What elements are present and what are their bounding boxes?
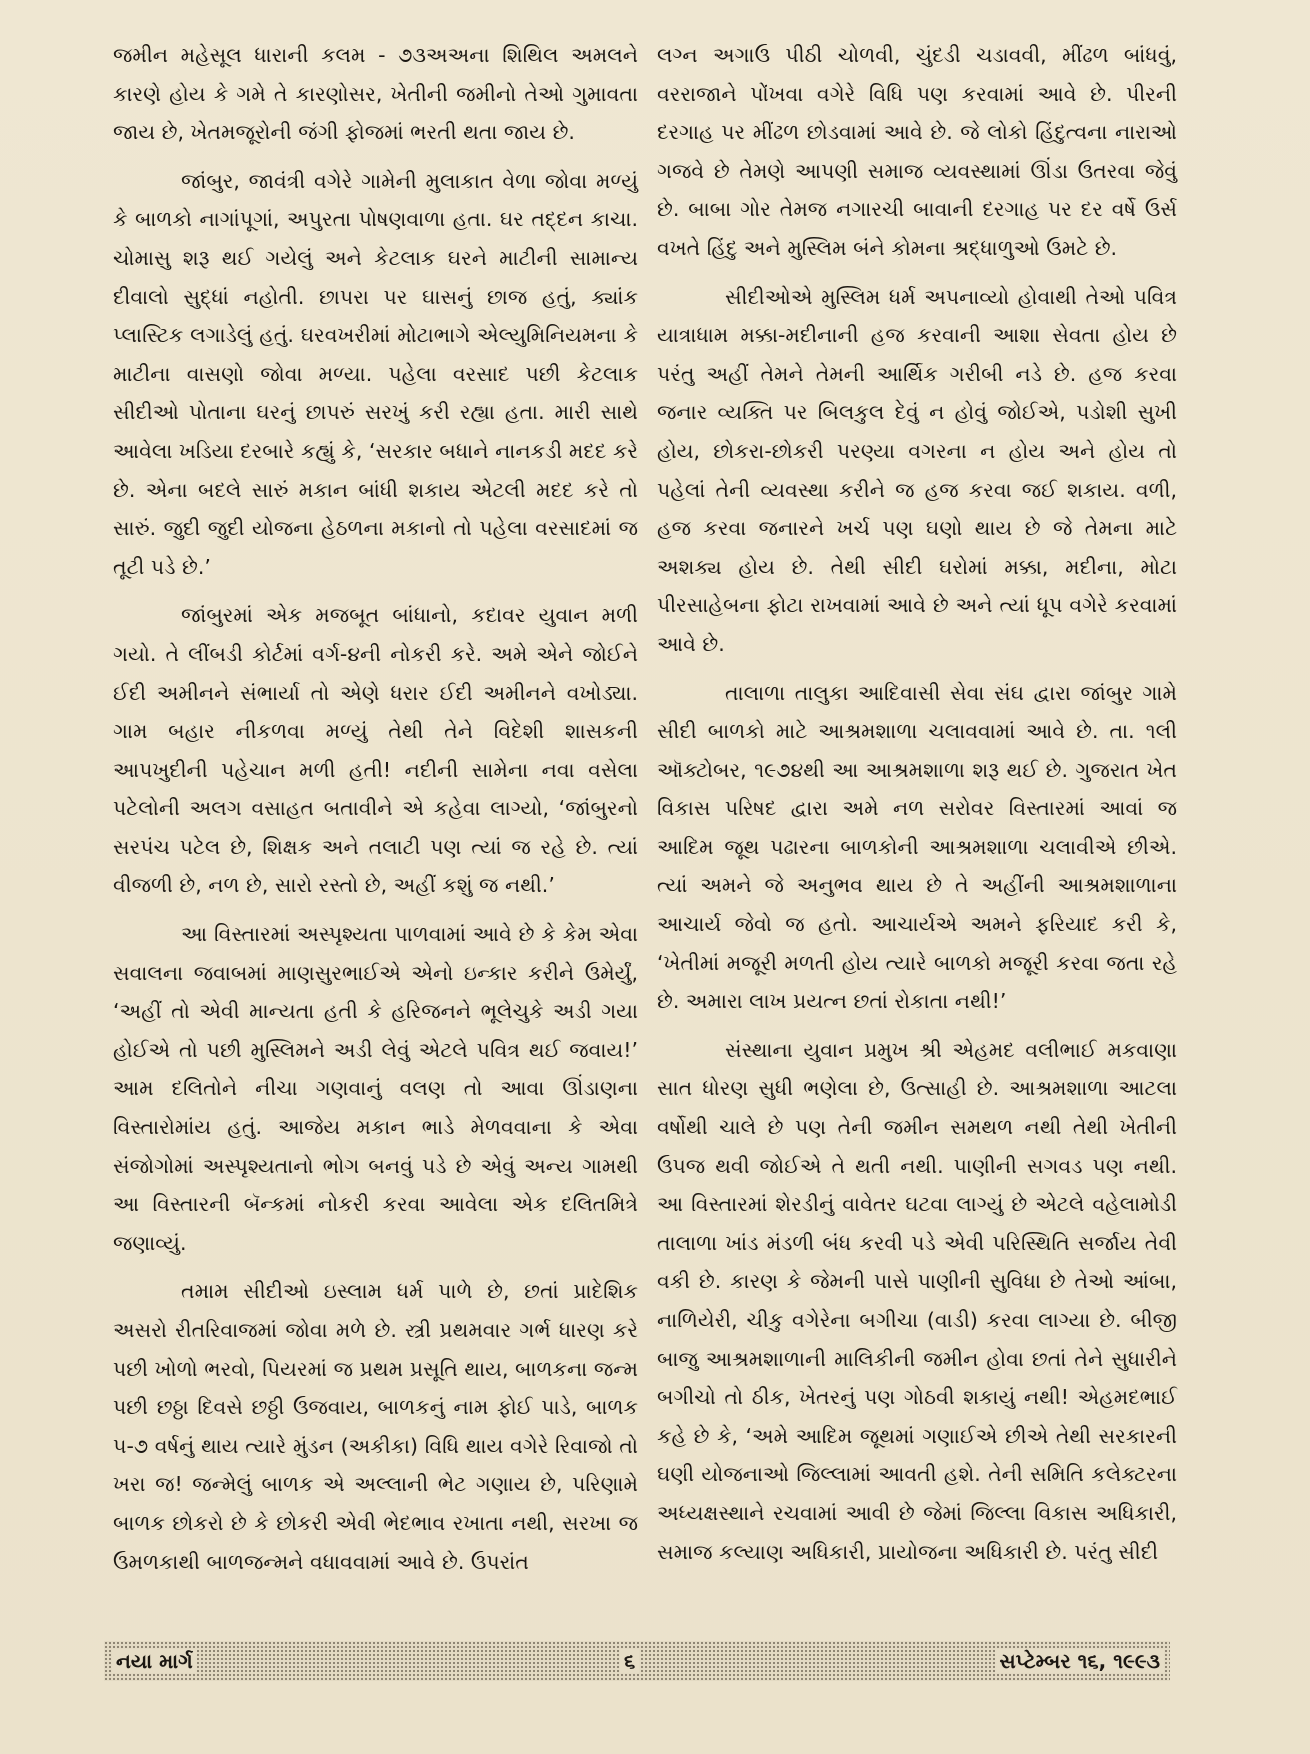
- paragraph: સીદીઓએ મુસ્લિમ ધર્મ અપનાવ્યો હોવાથી તેઓ પવિત્ર યાત્રાધામ મક્કા-મદીનાની હજ કરવાની આશા સેવતા હોય છે પરંતુ અહીં તેમને તેમની આર્થિક ગરીબી નડે છે. હજ કરવા જનાર વ્યક્તિ પર બિલકુલ દેવું ન હોવું જોઈએ, પડોશી સુખી હોય, છોકરા-છોકરી પરણ્યા વગરના ન હોય અને હોય તો પહેલાં તેની વ્યવસ્થા કરીને જ હજ કરવા જઈ શકાય. વળી, હજ કરવા જનારને ખર્ચ પણ ઘણો થાય છે જે તેમના માટે અશક્ય હોય છે. તેથી સીદી ઘરોમાં મક્કા, મદીના, મોટા પીરસાહેબના ફોટા રાખવામાં આવે છે અને ત્યાં ધૂપ વગેરે કરવામાં આવે છે.: [657, 284, 1177, 656]
- magazine-name: નયા માર્ગ: [112, 1649, 197, 1673]
- page-footer: [104, 1641, 1170, 1681]
- left-column: [113, 36, 638, 1591]
- page-number: ૬: [620, 1649, 639, 1673]
- paragraph: જાંબુર, જાવંત્રી વગેરે ગામેની મુલાકાત વેળા જોવા મળ્યું કે બાળકો નાગાંપૂગાં, અપુરતા પોષણવાળા હતા. ઘર તદ્દન કાચા. ચોમાસુ શરૂ થઈ ગયેલું અને કેટલાક ઘરને માટીની સામાન્ય દીવાલો સુદ્ધાં નહોતી. છાપરા પર ઘાસનું છાજ હતું, ક્યાંક પ્લાસ્ટિક લગાડેલું હતું. ઘરવખરીમાં મોટાભાગે એલ્યુમિનિયમના કે માટીના વાસણો જોવા મળ્યા. પહેલા વરસાદ પછી કેટલાક સીદીઓ પોતાના ઘરનું છાપરું સરખું કરી રહ્યા હતા. મારી સાથે આવેલા ખડિયા દરબારે કહ્યું કે, ‘સરકાર બધાને નાનકડી મદદ કરે છે. એના બદલે સારું મકાન બાંધી શકાય એટલી મદદ કરે તો સારું. જુદી જુદી યોજના હેઠળના મકાનો તો પહેલા વરસાદમાં જ તૂટી પડે છે.’: [113, 168, 638, 579]
- right-column: [657, 36, 1177, 1581]
- paragraph: જાંબુરમાં એક મજબૂત બાંધાનો, કદાવર યુવાન મળી ગયો. તે લીંબડી કોર્ટમાં વર્ગ-૪ની નોકરી કરે. અમે એને જોઈને ઈદી અમીનને સંભાર્યા તો એણે ધરાર ઈદી અમીનને વખોડ્યા. ગામ બહાર નીકળવા મળ્યું તેથી તેને વિદેશી શાસકની આપખુદીની પહેચાન મળી હતી! નદીની સામેના નવા વસેલા પટેલોની અલગ વસાહત બતાવીને એ કહેવા લાગ્યો, ‘જાંબુરનો સરપંચ પટેલ છે, શિક્ષક અને તલાટી પણ ત્યાં જ રહે છે. ત્યાં વીજળી છે, નળ છે, સારો રસ્તો છે, અહીં કશું જ નથી.’: [113, 603, 638, 898]
- paragraph: સંસ્થાના યુવાન પ્રમુખ શ્રી એહમદ વલીભાઈ મકવાણા સાત ધોરણ સુધી ભણેલા છે, ઉત્સાહી છે. આશ્રમશાળા આટલા વર્ષોથી ચાલે છે પણ તેની જમીન સમથળ નથી તેથી ખેતીની ઉપજ થવી જોઈએ તે થતી નથી. પાણીની સગવડ પણ નથી. આ વિસ્તારમાં શેરડીનું વાવેતર ઘટવા લાગ્યું છે એટલે વહેલામોડી તાલાળા ખાંડ મંડળી બંધ કરવી પડે એવી પરિસ્થિતિ સર્જાય તેવી વકી છે. કારણ કે જેમની પાસે પાણીની સુવિધા છે તેઓ આંબા, નાળિયેરી, ચીકુ વગેરેના બગીચા (વાડી) કરવા લાગ્યા છે. બીજી બાજુ આશ્રમશાળાની માલિકીની જમીન હોવા છતાં તેને સુધારીને બગીચો તો ઠીક, ખેતરનું પણ ગોઠવી શકાયું નથી! એહમદભાઈ કહે છે કે, ‘અમે આદિમ જૂથમાં ગણાઈએ છીએ તેથી સરકારની ઘણી યોજનાઓ જિલ્લામાં આવતી હશે. તેની સમિતિ કલેક્ટરના અધ્યક્ષસ્થાને રચવામાં આવી છે જેમાં જિલ્લા વિકાસ અધિકારી, સમાજ કલ્યાણ અધિકારી, પ્રાયોજના અધિકારી છે. પરંતુ સીદી: [657, 1037, 1177, 1564]
- paragraph: તાલાળા તાલુકા આદિવાસી સેવા સંઘ દ્વારા જાંબુર ગામે સીદી બાળકો માટે આશ્રમશાળા ચલાવવામાં આવે છે. તા. ૧લી ઑક્ટોબર, ૧૯૭૪થી આ આશ્રમશાળા શરૂ થઈ છે. ગુજરાત ખેત વિકાસ પરિષદ દ્વારા અમે નળ સરોવર વિસ્તારમાં આવાં જ આદિમ જૂથ પઢારના બાળકોની આશ્રમશાળા ચલાવીએ છીએ. ત્યાં અમને જે અનુભવ થાય છે તે અહીંની આશ્રમશાળાના આચાર્ય જેવો જ હતો. આચાર્યએ અમને ફરિયાદ કરી કે, ‘ખેતીમાં મજૂરી મળતી હોય ત્યારે બાળકો મજૂરી કરવા જતા રહે છે. અમારા લાખ પ્રયત્ન છતાં રોકાતા નથી!’: [657, 680, 1177, 1014]
- paragraph: જમીન મહેસૂલ ધારાની કલમ - ૭૩અઅના શિથિલ અમલને કારણે હોય કે ગમે તે કારણોસર, ખેતીની જમીનો તેઓ ગુમાવતા જાય છે, ખેતમજૂરોની જંગી ફોજમાં ભરતી થતા જાય છે.: [113, 43, 638, 145]
- issue-date: સપ્ટેમ્બર ૧૬, ૧૯૯૩: [995, 1649, 1164, 1673]
- paragraph: તમામ સીદીઓ ઇસ્લામ ધર્મ પાળે છે, છતાં પ્રાદેશિક અસરો રીતરિવાજમાં જોવા મળે છે. સ્ત્રી પ્રથમવાર ગર્ભ ધારણ કરે પછી ખોળો ભરવો, પિયરમાં જ પ્રથમ પ્રસૂતિ થાય, બાળકના જન્મ પછી છઠ્ઠા દિવસે છઠ્ઠી ઉજવાય, બાળકનું નામ ફોઈ પાડે, બાળક ૫-૭ વર્ષનું થાય ત્યારે મુંડન (અકીકા) વિધિ થાય વગેરે રિવાજો તો ખરા જ! જન્મેલું બાળક એ અલ્લાની ભેટ ગણાય છે, પરિણામે બાળક છોકરો છે કે છોકરી એવી ભેદભાવ રખાતા નથી, સરખા જ ઉમળકાથી બાળજન્મને વધાવવામાં આવે છે. ઉપરાંત: [113, 1279, 638, 1574]
- paragraph: આ વિસ્તારમાં અસ્પૃશ્યતા પાળવામાં આવે છે કે કેમ એવા સવાલના જવાબમાં માણસુરભાઈએ એનો ઇન્કાર કરીને ઉમેર્યું, ‘અહીં તો એવી માન્યતા હતી કે હરિજનને ભૂલેચુકે અડી ગયા હોઈએ તો પછી મુસ્લિમને અડી લેવું એટલે પવિત્ર થઈ જવાય!’ આમ દલિતોને નીચા ગણવાનું વલણ તો આવા ઊંડાણના વિસ્તારોમાંય હતું. આજેય મકાન ભાડે મેળવવાના કે એવા સંજોગોમાં અસ્પૃશ્યતાનો ભોગ બનવું પડે છે એવું અન્ય ગામથી આ વિસ્તારની બૅન્કમાં નોકરી કરવા આવેલા એક દલિતમિત્રે જણાવ્યું.: [113, 922, 638, 1255]
- paragraph: લગ્ન અગાઉ પીઠી ચોળવી, ચુંદડી ચડાવવી, મીંઢળ બાંધવું, વરરાજાને પોંખવા વગેરે વિધિ પણ કરવામાં આવે છે. પીરની દરગાહ પર મીંઢળ છોડવામાં આવે છે. જે લોકો હિંદુત્વના નારાઓ ગજવે છે તેમણે આપણી સમાજ વ્યવસ્થામાં ઊંડા ઉતરવા જેવું છે. બાબા ગોર તેમજ નગારચી બાવાની દરગાહ પર દર વર્ષે ઉર્સ વખતે હિંદુ અને મુસ્લિમ બંને કોમના શ્રદ્ધાળુઓ ઉમટે છે.: [657, 43, 1177, 260]
